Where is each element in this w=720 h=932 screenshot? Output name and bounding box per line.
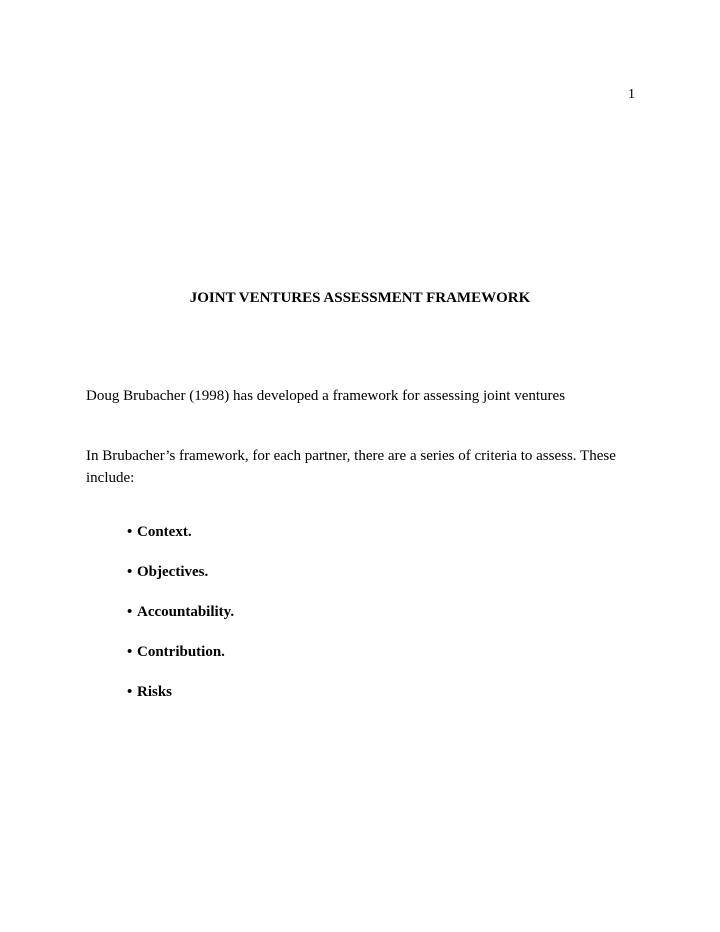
criteria-item-contribution — [127, 642, 234, 682]
bullet-icon: • — [127, 564, 133, 580]
page-number: 1 — [628, 87, 635, 102]
criteria-item-label: Risks — [137, 684, 173, 700]
criteria-item-risks — [127, 682, 234, 722]
bullet-icon: • — [127, 644, 133, 660]
intro-paragraph: Doug Brubacher (1998) has developed a framework for assessing joint ventures — [86, 388, 566, 404]
criteria-item-label: Accountability. — [137, 604, 235, 620]
criteria-item-objectives — [127, 562, 234, 602]
bullet-icon: • — [127, 524, 133, 540]
criteria-item-label: Contribution. — [137, 644, 225, 660]
criteria-item-label: Context. — [137, 524, 192, 540]
criteria-item-accountability — [127, 602, 234, 642]
criteria-item-context — [127, 522, 234, 562]
framework-paragraph: In Brubacher’s framework, for each partner, there are a series of criteria to assess. These include: — [86, 448, 616, 486]
bullet-icon: • — [127, 604, 133, 620]
criteria-item-label: Objectives. — [137, 564, 209, 580]
criteria-list — [127, 522, 234, 722]
bullet-icon: • — [127, 684, 133, 700]
document-title: JOINT VENTURES ASSESSMENT FRAMEWORK — [189, 290, 531, 306]
